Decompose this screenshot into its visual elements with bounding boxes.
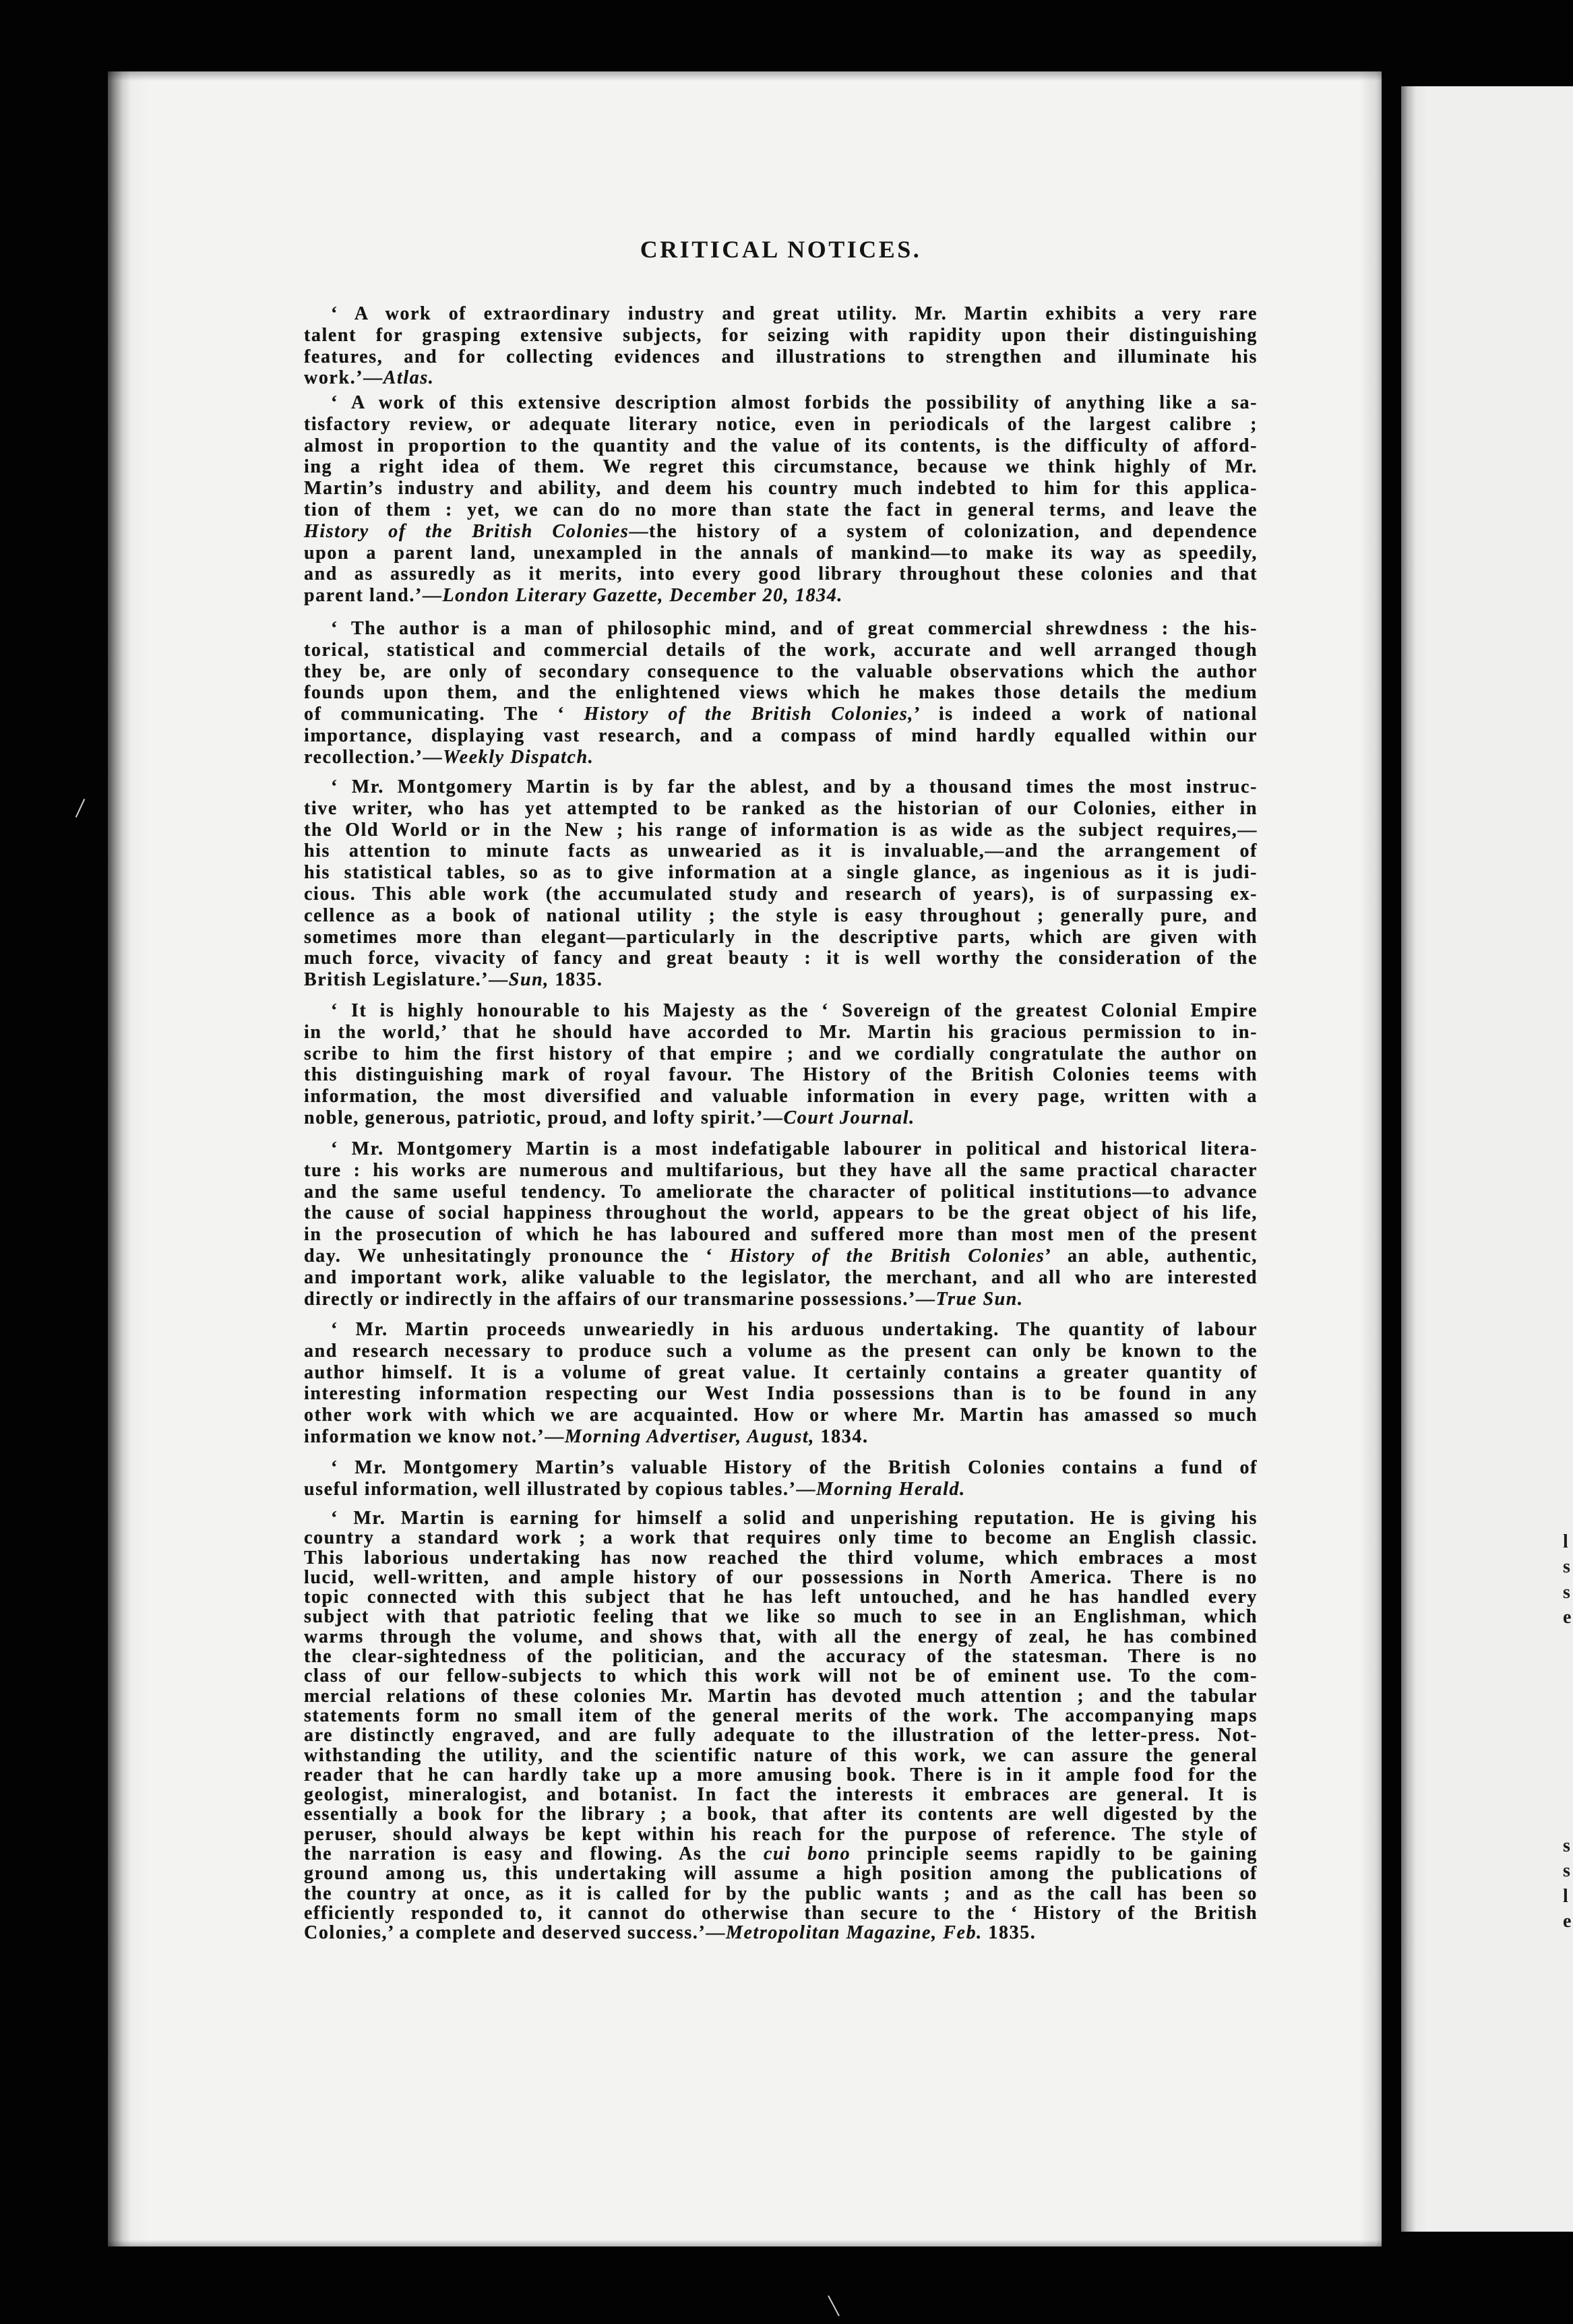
notice-line: features, and for collecting evidences and illustrations to strengthen and illuminate his [304,346,1258,367]
italic-text-run: London Literary Gazette, December 20, 1834. [442,585,843,607]
page-heading: CRITICAL NOTICES. [640,236,922,263]
notice-line: other work with which we are acquainted. How or where Mr. Martin has amassed so much [304,1405,1258,1426]
notice-line: the cause of social happiness throughout the world, appears to be the great object of his life, [304,1202,1258,1224]
text-run: day. We unhesitatingly pronounce the ‘ [304,1245,730,1266]
notice-line: are distinctly engraved, and are fully adequate to the illustration of the letter-press. Not- [304,1725,1258,1746]
notice-line: importance, displaying vast research, and a compass of mind hardly equalled within our [304,725,1258,746]
notice-line: upon a parent land, unexampled in the annals of mankind—to make its way as speedily, [304,542,1258,563]
critical-notice [304,1457,1258,1500]
notice-line: interesting information respecting our West India possessions than is to be found in any [304,1383,1258,1405]
edge-text-fragment: s [1563,1582,1570,1603]
notice-line: information, the most diversified and valuable information in every page, written with a [304,1086,1258,1107]
critical-notice [304,1138,1258,1310]
italic-text-run: History of the British Colonies [304,520,629,542]
text-run: recollection.’— [304,746,443,768]
text-run: —the history of a system of colonization, and dependence [629,520,1258,542]
notice-line: subject with that patriotic feeling that we like so much to see in an Englishman, which [304,1606,1258,1628]
notice-line: they be, are only of secondary consequence to the valuable observations which the author [304,661,1258,682]
notice-line [304,969,1258,991]
italic-text-run: Morning Herald. [816,1478,966,1500]
notice-line: much force, vivacity of fancy and great beauty : it is well worthy the consideration of the [304,948,1258,969]
notice-line: founds upon them, and the enlightened views which he makes those details the medium [304,682,1258,704]
notice-line: ing a right idea of them. We regret this circumstance, because we think highly of Mr. [304,456,1258,478]
notice-line: torical, statistical and commercial details of the work, accurate and well arranged though [304,639,1258,661]
notice-line: his attention to minute facts as unwearied as it is invaluable,—and the arrangement of [304,840,1258,862]
italic-text-run: History of the British Colonies, [584,704,914,725]
text-run: ’ is indeed a work of national [913,704,1258,725]
edge-text-fragment: s [1563,1556,1570,1577]
notice-line: and important work, alike valuable to the legislator, the merchant, and all who are interested [304,1266,1258,1288]
notice-line: his statistical tables, so as to give information at a single glance, as ingenious as it is judi- [304,862,1258,884]
notice-line [304,1289,1258,1310]
notice-line: scribe to him the first history of that empire ; and we cordially congratulate the author on [304,1043,1258,1064]
notice-line [304,1923,1258,1943]
text-run: directly or indirectly in the affairs of our transmarine possessions.’— [304,1288,936,1310]
notice-line: tisfactory review, or adequate literary notice, even in periodicals of the largest calibre ; [304,413,1258,435]
notice-line: ground among us, this undertaking will assume a high position among the publications of [304,1863,1258,1885]
notice-line: and as assuredly as it merits, into every good library throughout these colonies and that [304,563,1258,585]
notice-line: geologist, mineralogist, and botanist. In fact the interests it embraces are general. It is [304,1784,1258,1806]
italic-text-run: Morning Advertiser, August, [564,1426,815,1447]
notice-line: almost in proportion to the quantity and the value of its contents, is the difficulty of afford- [304,435,1258,456]
notice-line [304,1844,1258,1864]
notice-line: the country at once, as it is called for by the public wants ; and as the call has been so [304,1883,1258,1904]
notice-line [304,367,1258,389]
notice-line: cious. This able work (the accumulated study and research of years), is of surpassing ex- [304,883,1258,905]
notice-line: efficiently responded to, it cannot do otherwise than secure to the ‘ History of the British [304,1902,1258,1924]
notices-list [304,71,1258,2246]
notice-line [304,521,1258,543]
text-run: Colonies,’ a complete and deserved success.’— [304,1922,726,1944]
edge-text-fragment: s [1563,1860,1570,1881]
notice-line: talent for grasping extensive subjects, for seizing with rapidity upon their distinguishing [304,324,1258,346]
italic-text-run: cui bono [764,1843,851,1865]
critical-notice [304,618,1258,768]
notice-line: in the prosecution of which he has laboured and suffered more than most men of the present [304,1224,1258,1246]
text-run: 1835. [982,1922,1037,1944]
notice-line: statements form no small item of the general merits of the work. The accompanying maps [304,1705,1258,1726]
text-run: information we know not.’— [304,1426,565,1447]
italic-text-run: Court Journal. [783,1107,915,1128]
text-run: 1835. [549,969,603,991]
notice-line: ‘ A work of this extensive description almost forbids the possibility of anything like a sa- [331,392,1258,413]
notice-line: lucid, well-written, and ample history of our possessions in North America. There is no [304,1566,1258,1588]
edge-text-fragment: s [1563,1835,1570,1856]
notice-line: warms through the volume, and shows that, with all the energy of zeal, he has combined [304,1626,1258,1647]
notices-text-block [304,71,1258,2246]
notice-line: Martin’s industry and ability, and deem his country much indebted to him for this applica- [304,478,1258,499]
critical-notice [304,392,1258,607]
notice-line: and the same useful tendency. To ameliorate the character of political institutions—to advance [304,1181,1258,1202]
notice-line: in the world,’ that he should have accorded to Mr. Martin his gracious permission to in- [304,1021,1258,1043]
notice-line [304,1246,1258,1267]
book-page [108,71,1382,2246]
text-run: useful information, well illustrated by copious tables.’— [304,1478,817,1500]
notice-line: tion of them : yet, we can do no more than state the fact in general terms, and leave the [304,499,1258,520]
notice-line: ‘ Mr. Montgomery Martin is by far the ablest, and by a thousand times the most instruc- [331,776,1258,797]
text-run: ’ an able, authentic, [1045,1245,1258,1266]
notice-line [304,1479,1258,1500]
text-run: of communicating. The ‘ [304,704,584,725]
notice-line: ‘ The author is a man of philosophic mind, and of great commercial shrewdness : the his- [331,618,1258,639]
notice-line: ‘ Mr. Martin proceeds unweariedly in his arduous undertaking. The quantity of labour [331,1319,1258,1340]
notice-line: ‘ Mr. Montgomery Martin’s valuable History of the British Colonies contains a fund of [331,1457,1258,1478]
facing-page [1401,86,1573,2232]
critical-notice [304,1508,1258,1943]
notice-line: reader that he can hardly take up a more amusing book. There is in it ample food for the [304,1764,1258,1785]
notice-line: class of our fellow-subjects to which this work will not be of eminent use. To the com- [304,1665,1258,1687]
text-run: work.’— [304,367,383,389]
notice-line: mercial relations of these colonies Mr. Martin has devoted much attention ; and the tabular [304,1685,1258,1707]
edge-text-fragment: l [1563,1531,1568,1552]
edge-text-fragment: e [1563,1911,1572,1932]
edge-text-fragment: l [1563,1886,1568,1907]
notice-line: This laborious undertaking has now reached the third volume, which embraces a most [304,1547,1258,1568]
notice-line [304,585,1258,607]
notice-line [304,1107,1258,1129]
notice-line: peruser, should always be kept within his reach for the purpose of reference. The style of [304,1823,1258,1845]
italic-text-run: History of the British Colonies [730,1245,1045,1266]
text-run: the narration is easy and flowing. As the [304,1843,764,1865]
text-run: 1834. [814,1426,869,1447]
facing-page-edge-text [1401,86,1573,2232]
notice-line: the Old World or in the New ; his range of information is as wide as the subject requires,— [304,819,1258,840]
text-run: principle seems rapidly to be gaining [851,1843,1258,1865]
notice-line: ture : his works are numerous and multifarious, but they have all the same practical character [304,1159,1258,1181]
text-run: British Legislature.’— [304,969,509,991]
notice-line: ‘ Mr. Montgomery Martin is a most indefatigable labourer in political and historical litera- [331,1138,1258,1159]
notice-line: withstanding the utility, and the scientific nature of this work, we can assure the general [304,1744,1258,1766]
italic-text-run: Metropolitan Magazine, Feb. [725,1922,983,1944]
critical-notice [304,1000,1258,1129]
italic-text-run: Atlas. [383,367,435,389]
text-run: noble, generous, patriotic, proud, and lofty spirit.’— [304,1107,784,1128]
notice-line: tive writer, who has yet attempted to be ranked as the historian of our Colonies, either in [304,797,1258,819]
edge-text-fragment: e [1563,1607,1572,1628]
italic-text-run: True Sun. [935,1288,1024,1310]
notice-line: ‘ Mr. Martin is earning for himself a solid and unperishing reputation. He is giving his [331,1508,1258,1529]
notice-line: and research necessary to produce such a volume as the present can only be known to the [304,1340,1258,1362]
text-run: parent land.’— [304,585,443,607]
critical-notice [304,1319,1258,1448]
notice-line: ‘ A work of extraordinary industry and great utility. Mr. Martin exhibits a very rare [331,303,1258,324]
notice-line [304,1426,1258,1448]
italic-text-run: Sun, [508,969,549,991]
notice-line: the clear-sightedness of the politician, and the accuracy of the statesman. There is no [304,1646,1258,1668]
notice-line: cellence as a book of national utility ; the style is easy throughout ; generally pure, and [304,905,1258,926]
notice-line: ‘ It is highly honourable to his Majesty as the ‘ Sovereign of the greatest Colonial Empire [331,1000,1258,1021]
italic-text-run: Weekly Dispatch. [443,746,594,768]
notice-line [304,747,1258,768]
notice-line: this distinguishing mark of royal favour. The History of the British Colonies teems with [304,1064,1258,1086]
notice-line: essentially a book for the library ; a book, that after its contents are well digested by the [304,1804,1258,1825]
notice-line: topic connected with this subject that he has left untouched, and he has handled every [304,1587,1258,1608]
notice-line: country a standard work ; a work that requires only time to become an English classic. [304,1527,1258,1549]
notice-line: sometimes more than elegant—particularly in the descriptive parts, which are given with [304,926,1258,948]
notice-line [304,704,1258,725]
critical-notice [304,776,1258,991]
critical-notice [304,303,1258,389]
notice-line: author himself. It is a volume of great value. It certainly contains a greater quantity of [304,1362,1258,1383]
